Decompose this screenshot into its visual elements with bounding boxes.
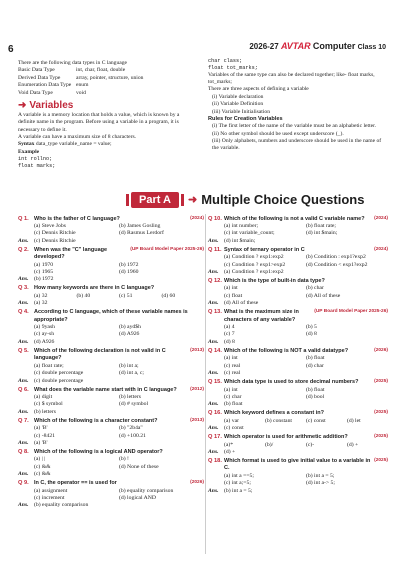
datatypes-intro: There are the following data types in C language <box>18 60 128 66</box>
option-item: (b)/ <box>265 441 274 448</box>
question-text: (UP Board Model Paper 2025-26) When was the "C" language developed? <box>34 246 204 261</box>
question-text: Which of the following is a logical AND operator? <box>34 448 163 455</box>
question-number: Q 2. <box>18 246 29 253</box>
options-list <box>208 324 388 339</box>
rule-item: (ii) No other symbol should be used except underscore (_). <box>212 130 344 137</box>
option-item: (c) char <box>224 393 242 400</box>
question-item <box>18 247 204 284</box>
answer-label: Ans. <box>208 300 219 307</box>
question-text: (2025) Which operator is used for arithmetic addition? <box>224 434 388 441</box>
question-item <box>208 458 388 495</box>
option-item: (c)- <box>306 441 315 448</box>
rules-list <box>208 123 386 153</box>
question-source-tag: (2024) <box>374 246 388 252</box>
variables-paragraph: A variable is a memory location that holds a value, which is known by a definite name in the program. Before using a variable in a program, it is necessary to define it. <box>18 111 180 133</box>
question-item <box>208 247 388 277</box>
answer-line <box>18 300 204 307</box>
question-text: (2026) In C, the operator == is used for <box>34 480 204 487</box>
option-item: (a) int number; <box>224 223 259 229</box>
option-item: (b) 1972 <box>119 261 139 268</box>
question-number: Q 4. <box>18 309 29 316</box>
answer-line <box>208 425 388 432</box>
aspects-list <box>208 94 386 116</box>
option-item: (a) int <box>224 355 238 362</box>
option-item: (b) float <box>306 386 325 393</box>
option-item: (d) # symbol <box>119 401 149 408</box>
option-item: (c) 7 <box>224 331 235 338</box>
question-source-tag: (2025) <box>374 410 388 416</box>
option-item: (c) float <box>224 292 243 299</box>
answer-line <box>208 370 388 377</box>
option-item: (d) +100.21 <box>119 432 146 439</box>
option-item: (b) int a = 5; <box>306 472 335 479</box>
answer-label: Ans. <box>18 300 29 307</box>
variables-size-note: A variable can have a maximum size of 8 characters. <box>18 134 137 140</box>
options-list <box>208 387 388 402</box>
answer-label: Ans. <box>208 370 219 377</box>
options-list <box>18 223 204 238</box>
option-item: (a) 9yash <box>34 324 56 331</box>
option-item: (c) 1965 <box>34 269 54 276</box>
answer-text: (b) int a = 5; <box>224 487 253 494</box>
answer-label: Ans. <box>208 269 219 276</box>
answer-line <box>18 378 204 385</box>
option-item: (b) int a; <box>119 362 139 369</box>
question-text: (2013) Which of the following is a character constant? <box>34 417 204 424</box>
question-number: Q 14. <box>208 347 222 354</box>
answer-text: (b) letters <box>34 408 56 415</box>
answer-line <box>18 276 204 283</box>
option-item: (d) 8 <box>306 331 317 338</box>
question-item <box>208 379 388 409</box>
answer-line <box>18 440 204 447</box>
answer-label: Ans. <box>208 487 219 494</box>
answer-text: (c) Dennis Ritchie <box>34 237 76 244</box>
option-item: (b) James Gosling <box>119 223 161 229</box>
column-divider <box>205 214 206 554</box>
option-item: (b) equality comparison <box>119 487 174 494</box>
question-text: Which is the type of built-in data type? <box>224 278 325 285</box>
option-item: (d) int a-> 5; <box>306 480 335 487</box>
question-text: (2026) Which of the following is NOT a valid datatype? <box>224 347 388 354</box>
left-top-column <box>18 60 186 170</box>
option-item: (a) float rate; <box>34 362 64 369</box>
answer-text: (c) const <box>224 425 244 432</box>
option-item: (d) bool <box>306 393 325 400</box>
answer-label: Ans. <box>18 338 29 345</box>
section-title: Multiple Choice Questions <box>201 192 365 207</box>
question-item <box>208 434 388 456</box>
question-source-tag: (2026) <box>190 480 204 486</box>
option-item: (b) Condition : exp1?exp2 <box>306 254 366 261</box>
code-line: char class; <box>208 58 243 64</box>
type-name: Enumeration Data Type <box>18 82 72 89</box>
option-item: (b) 40 <box>76 292 91 299</box>
variables-heading: ➜ Variables <box>18 99 74 111</box>
question-source-tag: (UP Board Model Paper 2025-26) <box>130 246 204 252</box>
arrow-right-icon: ➜ <box>18 99 27 111</box>
options-list <box>208 418 388 425</box>
question-item <box>208 309 388 346</box>
aspects-intro: There are three aspects of defining a variable <box>208 86 309 93</box>
question-text: (2025) Which format is used to give initial value to a variable in C. <box>224 457 388 472</box>
option-item: (a) 4 <box>224 324 235 331</box>
page-number: 6 <box>8 44 14 55</box>
question-item <box>18 216 204 246</box>
answer-line <box>18 409 204 416</box>
option-item: (a) | | <box>34 456 46 463</box>
question-text: How many keywords are there in C language? <box>34 285 155 292</box>
option-item: (b) float <box>306 355 325 362</box>
question-number: Q 12. <box>208 278 222 285</box>
question-number: Q 3. <box>18 285 29 292</box>
code-line: float tot_marks; <box>208 64 258 71</box>
options-list <box>208 473 388 488</box>
answer-label: Ans. <box>18 276 29 283</box>
rules-heading: Rules for Creation Variables <box>208 115 283 122</box>
question-text: (2024) Who is the father of C language? <box>34 215 204 222</box>
answer-label: Ans. <box>18 502 29 509</box>
type-name: Derived Data Type <box>18 74 61 81</box>
header-subject: Computer <box>312 41 356 51</box>
question-number: Q 8. <box>18 448 29 455</box>
option-item: (c) double percentage <box>34 370 84 377</box>
answer-label: Ans. <box>208 448 219 455</box>
question-source-tag: (2024) <box>374 215 388 221</box>
answer-text: (a) 'B' <box>34 439 48 446</box>
option-item: (d) logical AND <box>119 494 156 501</box>
option-item: (d) int a, c; <box>119 370 144 377</box>
answer-text: (d) + <box>224 448 236 455</box>
syntax-line: Syntax data_type variable_name = value; <box>18 141 112 148</box>
option-item: (c) -8421 <box>34 432 56 439</box>
option-item: (d) None of these <box>119 463 159 470</box>
question-source-tag: (2013) <box>190 417 204 423</box>
question-number: Q 9. <box>18 480 29 487</box>
question-number: Q 13. <box>208 309 222 316</box>
option-item: (c) 51 <box>119 292 133 299</box>
option-item: (c) const <box>306 417 326 424</box>
answer-line <box>208 339 388 346</box>
arrow-right-icon: ➜ <box>188 194 198 206</box>
option-item: (a) 'B' <box>34 425 48 432</box>
options-list <box>208 442 388 449</box>
question-item <box>18 418 204 448</box>
answer-text: (c) double percentage <box>34 377 84 384</box>
options-list <box>18 363 204 378</box>
answer-text: (b) float <box>224 401 243 408</box>
option-item: (d) Condition < exp1?exp2 <box>306 261 368 268</box>
question-item <box>18 309 204 346</box>
option-item: (d) let <box>347 417 361 424</box>
options-list <box>208 223 388 238</box>
answer-line <box>208 238 388 245</box>
option-item: (c) increment <box>34 494 65 501</box>
header-year: 2026-27 <box>249 42 279 51</box>
question-number: Q 7. <box>18 417 29 424</box>
option-item: (c) Dennis Ritchie <box>34 230 76 237</box>
question-text: (2025) Which data type is used to store decimal numbers? <box>224 379 388 386</box>
answer-text: (d) 8 <box>224 338 235 345</box>
part-label: Part A <box>131 192 179 208</box>
options-list <box>208 254 388 269</box>
type-value: int, char, float, double <box>76 67 126 74</box>
answer-label: Ans. <box>18 377 29 384</box>
answer-text: (c) && <box>34 471 51 478</box>
question-item <box>18 449 204 479</box>
answer-label: Ans. <box>18 471 29 478</box>
options-list <box>18 324 204 339</box>
question-item <box>18 348 204 385</box>
answer-line <box>208 401 388 408</box>
options-list <box>18 262 204 277</box>
answer-line <box>208 269 388 276</box>
code-line: float marks; <box>18 162 56 169</box>
question-item <box>208 410 388 432</box>
option-item: (c) && <box>34 463 51 470</box>
code-line: int rollno; <box>18 156 53 163</box>
question-number: Q 5. <box>18 347 29 354</box>
option-item: (d) 60 <box>161 292 176 299</box>
options-list <box>18 488 204 503</box>
right-top-column <box>208 58 386 153</box>
option-item: (d) char <box>306 362 324 369</box>
option-item: (a) int <box>224 386 238 393</box>
answer-label: Ans. <box>208 425 219 432</box>
option-item: (a)* <box>224 441 234 448</box>
questions-right-column <box>208 214 388 495</box>
option-item: (c) int a;=5; <box>224 480 251 487</box>
question-number: Q 11. <box>208 246 222 253</box>
question-source-tag: (UP Board Model Paper 2025-26) <box>314 309 388 315</box>
answer-line <box>18 471 204 478</box>
option-item: (c) Condition ? exp1>exp2 <box>224 261 286 268</box>
option-item: (b) float rate; <box>306 223 337 229</box>
option-item: (c) ay-sh <box>34 331 55 338</box>
question-text: (2012) What does the variable name start with in C language? <box>34 386 204 393</box>
brand-logo: AVTAR <box>280 41 311 51</box>
option-item: (a) Condition ? exp1:exp2 <box>224 254 284 261</box>
declare-together-paragraph: Variables of the same type can also be declared together; like- float marks, tot_marks; <box>208 71 375 86</box>
aspect-item: (iii) Variable Initialisation <box>212 108 270 115</box>
question-source-tag: (2025) <box>374 379 388 385</box>
option-item: (a) 1970 <box>34 261 54 268</box>
option-item: (b) 5 <box>306 324 317 331</box>
option-item: (b) ayd$h <box>119 324 141 331</box>
type-name: Void Data Type <box>18 89 53 96</box>
question-number: Q 18. <box>208 457 222 464</box>
option-item: (b) char <box>306 285 324 292</box>
question-source-tag: (2025) <box>374 457 388 463</box>
options-list <box>18 456 204 471</box>
option-item: (c) int variable_count; <box>224 230 275 237</box>
header-class: Class 10 <box>357 44 386 51</box>
option-item: (a) int <box>224 285 238 292</box>
option-item: (b) letters <box>119 393 141 400</box>
question-number: Q 16. <box>208 410 222 417</box>
question-number: Q 15. <box>208 379 222 386</box>
answer-label: Ans. <box>18 237 29 244</box>
option-item: (a) digit <box>34 393 53 400</box>
option-item: (d) Rasmus Lerdorf <box>119 230 164 237</box>
answer-text: (c) real <box>224 370 241 377</box>
option-item: (c) real <box>224 362 241 369</box>
example-label: Example <box>18 148 40 155</box>
answer-line <box>208 300 388 307</box>
type-value: array, pointer, structure, union <box>76 74 144 81</box>
question-text: (2025) Which keyword defines a constant in? <box>224 410 388 417</box>
rule-item: (i) The first letter of the name of the variable must be an alphabetic letter. <box>212 123 377 130</box>
question-number: Q 1. <box>18 215 29 222</box>
option-item: (b) ! <box>119 456 129 463</box>
option-item: (b) "2b4a" <box>119 425 143 432</box>
answer-label: Ans. <box>208 401 219 408</box>
option-item: (d) int $main; <box>306 230 338 237</box>
answer-label: Ans. <box>18 408 29 415</box>
answer-line <box>208 449 388 456</box>
question-source-tag: (2012) <box>190 386 204 392</box>
question-source-tag: (2025) <box>374 434 388 440</box>
question-item <box>208 348 388 378</box>
question-source-tag: (2013) <box>190 347 204 353</box>
answer-line <box>208 488 388 495</box>
answer-label: Ans. <box>18 439 29 446</box>
question-number: Q 17. <box>208 434 222 441</box>
question-text: (2013) Which of the following declaration is not valid in C language? <box>34 347 204 362</box>
answer-text: (a) Condition ? exp1:exp2 <box>224 269 284 276</box>
questions-left-column <box>18 214 204 510</box>
option-item: (c) $ symbol <box>34 401 63 408</box>
option-item: (d) A926 <box>119 331 140 338</box>
options-list <box>18 394 204 409</box>
options-list <box>208 355 388 370</box>
datatypes-list <box>18 67 186 97</box>
option-item: (d) 1960 <box>119 269 139 276</box>
answer-text: (d) A926 <box>34 338 55 345</box>
type-name: Basic Data Type <box>18 67 55 74</box>
rule-item: (iii) Only alphabets, numbers and underscore should be used in the name of the variable. <box>212 138 382 152</box>
option-item: (d) All of these <box>306 292 341 299</box>
answer-text: (b) 1972 <box>34 276 54 283</box>
answer-text: (d) int $main; <box>224 237 256 244</box>
answer-line <box>18 339 204 346</box>
answer-text: (a) 32 <box>34 300 48 307</box>
answer-label: Ans. <box>208 237 219 244</box>
question-number: Q 10. <box>208 215 222 222</box>
option-item: (a) int a ==5; <box>224 472 254 479</box>
question-item <box>18 285 204 307</box>
answer-text: (d) All of these <box>224 300 259 307</box>
running-header <box>249 41 386 51</box>
answer-text: (b) equality comparison <box>34 502 89 509</box>
options-list <box>208 285 388 300</box>
type-value: void <box>76 89 86 96</box>
option-item: (b) constant <box>265 417 293 424</box>
answer-line <box>18 502 204 509</box>
option-item: (a) Steve Jobs <box>34 223 66 229</box>
options-list <box>18 425 204 440</box>
question-item <box>208 278 388 308</box>
aspect-item: (i) Variable declaration <box>212 93 264 100</box>
option-item: (a) 32 <box>34 292 48 299</box>
question-text: (UP Board Model Paper 2025-26) What is the maximum size in characters of any variable? <box>224 309 388 323</box>
option-item: (d) + <box>347 441 359 448</box>
aspect-item: (ii) Variable Definition <box>212 101 264 108</box>
question-item <box>18 480 204 510</box>
question-number: Q 6. <box>18 386 29 393</box>
question-item <box>208 216 388 246</box>
question-text: (2024) Which of the following is not a valid C variable name? <box>224 215 388 222</box>
question-source-tag: (2026) <box>374 347 388 353</box>
answer-label: Ans. <box>208 338 219 345</box>
option-item: (a) var <box>224 417 239 424</box>
question-text: According to C language, which of these variable names is appropriate? <box>34 309 188 323</box>
question-text: (2024) Syntax of ternary operator in C <box>224 246 388 253</box>
answer-line <box>18 238 204 245</box>
question-source-tag: (2024) <box>190 215 204 221</box>
question-item <box>18 387 204 417</box>
option-item: (a) assignment <box>34 487 68 494</box>
section-banner <box>131 190 364 209</box>
type-value: enum <box>76 82 89 89</box>
